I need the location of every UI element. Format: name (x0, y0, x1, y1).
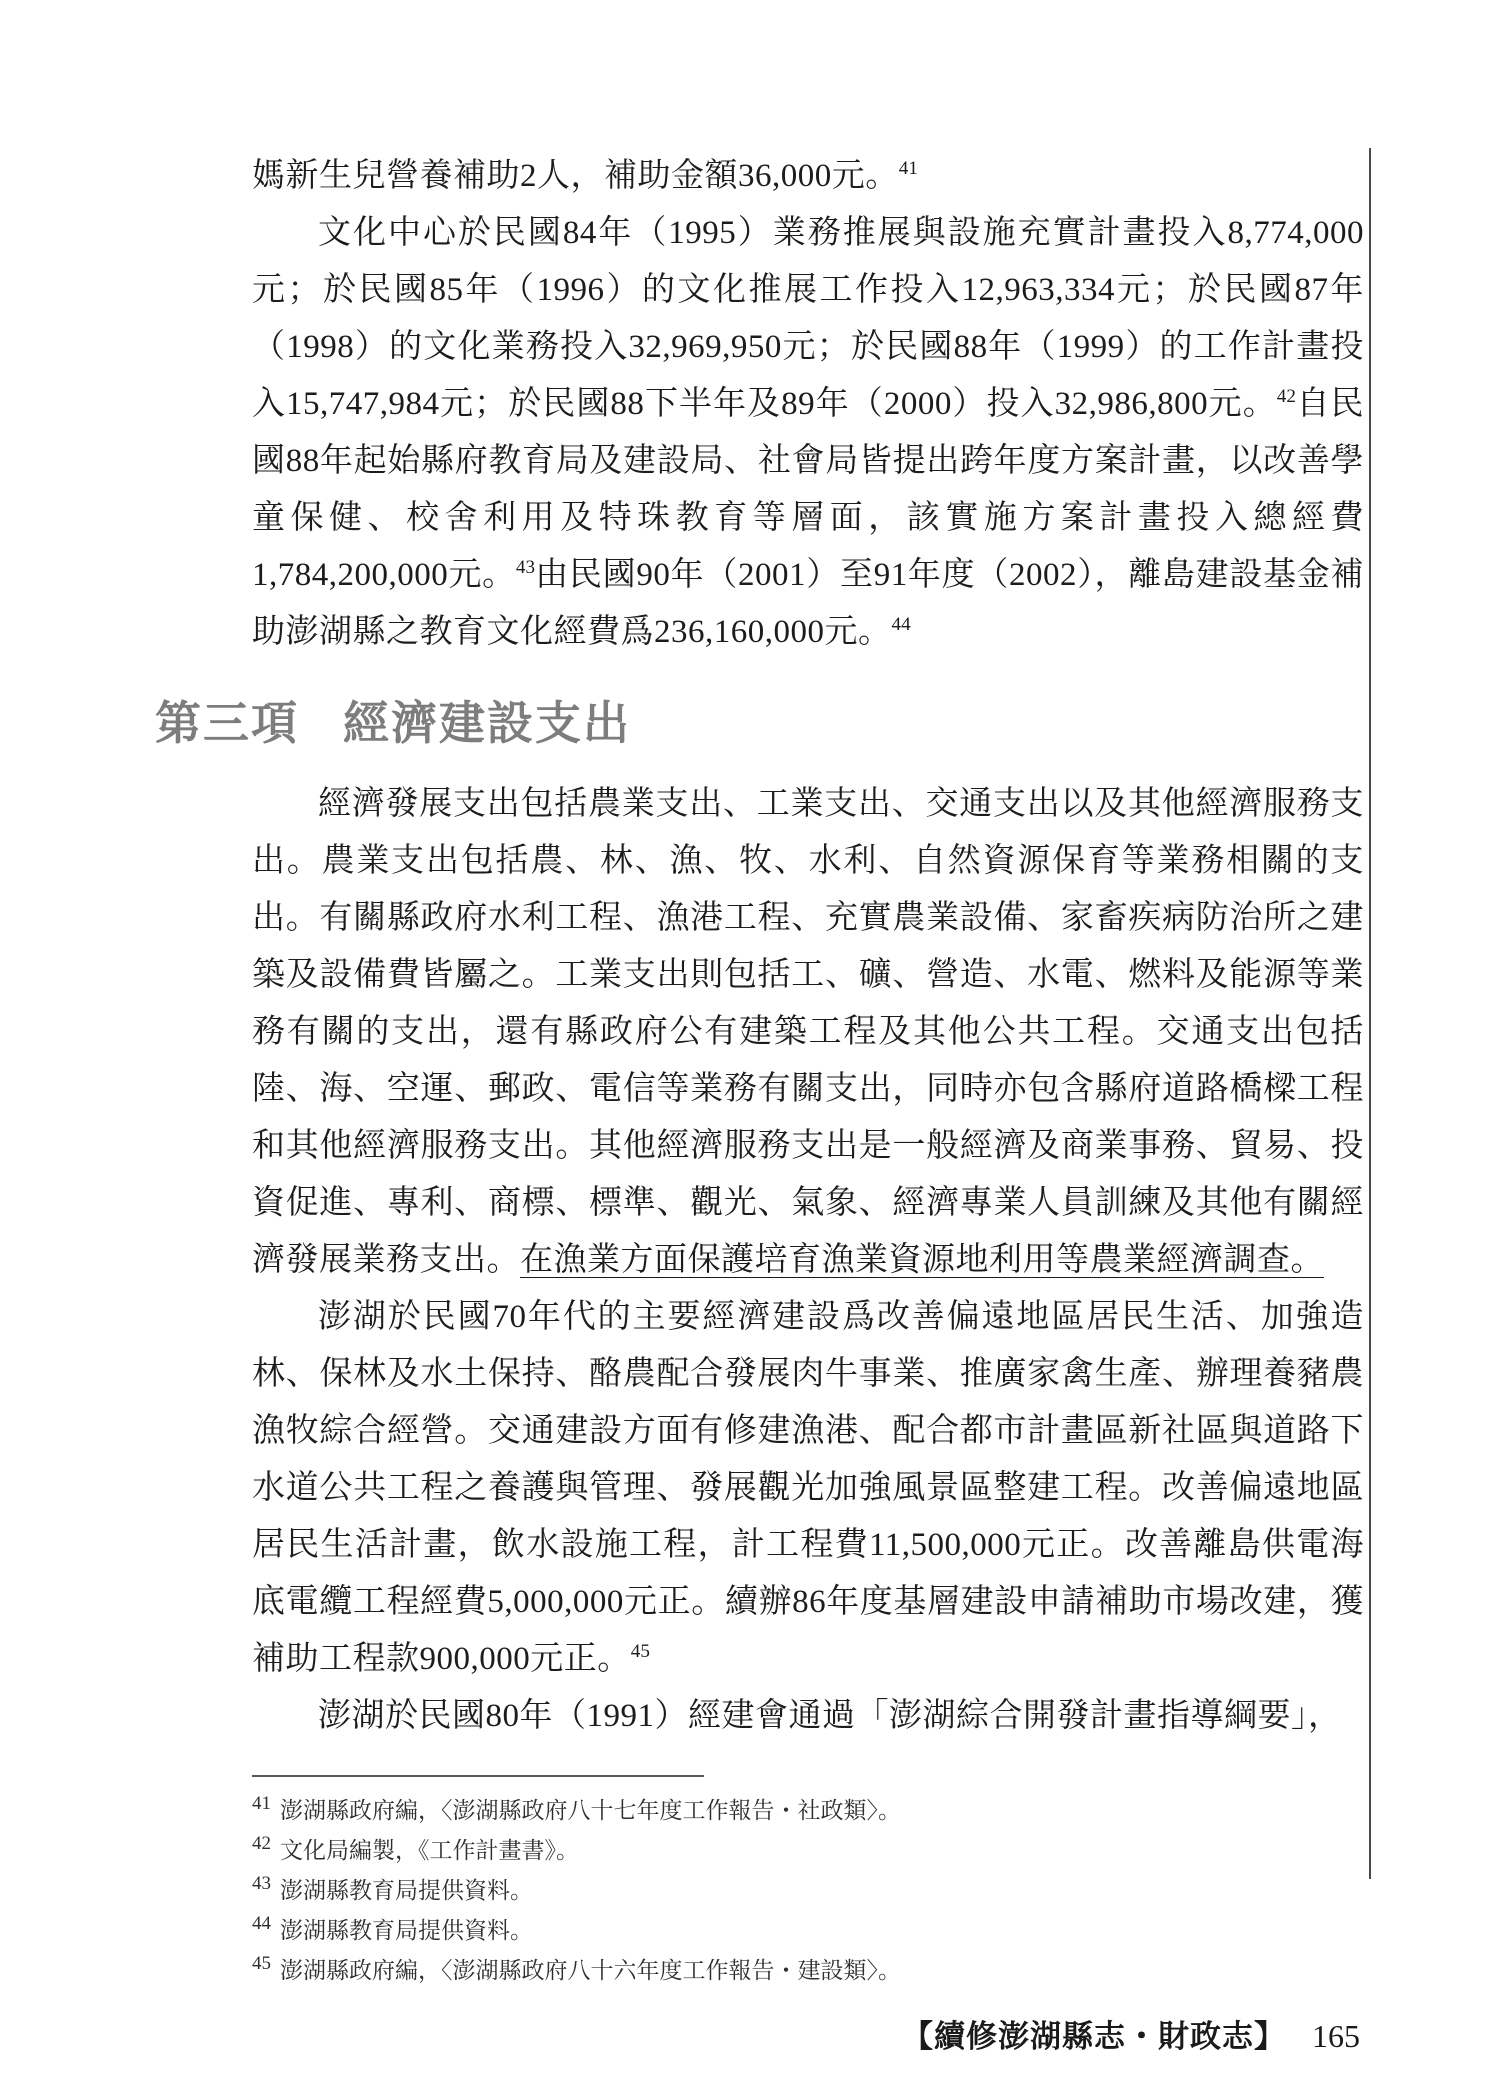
paragraph: 媽新生兒營養補助2人，補助金額36,000元。$^{41}$ (252, 158, 918, 194)
footnote (252, 1951, 1364, 1991)
footnote-number: 45 (252, 1953, 271, 1975)
footnote-number: 43 (252, 1873, 271, 1895)
section-title: 經濟建設支出 (343, 697, 631, 749)
footnote-ref: 41 (898, 158, 918, 179)
footnote-text: 澎湖縣政府編，〈澎湖縣政府八十六年度工作報告・建設類〉。 (280, 1957, 901, 1983)
paragraph: 文化中心於民國84年（1995）業務推展與設施充實計畫投入8,774,000元；於民國85年（1996）的文化推展工作投入12,963,334元；於民國87年（1998）的文化業務投入32,969,950元；於民國88年（1999）的工作計畫投入15,747,984元；於民國88下半年及89年（2000）投入32,986,800元。$^{42}$自民國88年起始縣府教育局及建設局、社會局皆提出跨年度方案計畫，以改善學童保健、校舍利用及特珠教育等層面，該實施方案計畫投入總經費1,784,200,000元。$^{43}$由民國90年（2001）至91年度（2002），離島建設基金補助澎湖縣之教育文化經費爲236,160,000元。$^{44}$ (252, 215, 1365, 650)
footnote (252, 1831, 1364, 1871)
footnote-ref: 45 (630, 1640, 650, 1662)
body-paragraphs (252, 776, 1364, 1745)
footnote (252, 1871, 1364, 1911)
footnote-ref: 43 (515, 557, 536, 578)
footnote (252, 1791, 1364, 1831)
footnote-list (252, 1791, 1364, 1991)
page-number: 165 (1312, 2018, 1360, 2054)
paragraph: 經濟發展支出包括農業支出、工業支出、交通支出以及其他經濟服務支出。農業支出包括農、林、漁、牧、水利、自然資源保育等業務相關的支出。有關縣政府水利工程、漁港工程、充實農業設備、家畜疾病防治所之建築及設備費皆屬之。工業支出則包括工、礦、營造、水電、燃料及能源等業務有關的支出，還有縣政府公有建築工程及其他公共工程。交通支出包括陸、海、空運、郵政、電信等業務有關支出，同時亦包含縣府道路橋樑工程和其他經濟服務支出。其他經濟服務支出是一般經濟及商業事務、貿易、投資促進、專利、商標、標準、觀光、氣象、經濟專業人員訓練及其他有關經濟發展業務支出。在漁業方面保護培育漁業資源地利用等農業經濟調查。 (252, 785, 1364, 1278)
underlined-text: 在漁業方面保護培育漁業資源地利用等農業經濟調查。 (520, 1241, 1324, 1278)
paragraph: 澎湖於民國70年代的主要經濟建設爲改善偏遠地區居民生活、加強造林、保林及水土保持、酪農配合發展肉牛事業、推廣家禽生產、辦理養豬農漁牧綜合經營。交通建設方面有修建漁港、配合都市計畫區新社區與道路下水道公共工程之養護與管理、發展觀光加強風景區整建工程。改善偏遠地區居民生活計畫，飲水設施工程，計工程費11,500,000元正。改善離島供電海底電纜工程經費5,000,000元正。續辦86年度基層建設申請補助市場改建，獲補助工程款900,000元正。$^{45}$ (252, 1298, 1364, 1677)
footnote-number: 41 (252, 1793, 271, 1815)
footnote-text: 文化局編製，《工作計畫書》。 (280, 1837, 579, 1863)
footnote-text: 澎湖縣政府編，〈澎湖縣政府八十七年度工作報告・社政類〉。 (280, 1797, 901, 1823)
section-heading (155, 697, 1364, 750)
footnote-text: 澎湖縣教育局提供資料。 (280, 1917, 533, 1943)
paragraph: 澎湖於民國80年（1991）經建會通過「澎湖綜合開發計畫指導綱要」， (318, 1697, 1342, 1734)
footnote-ref: 44 (891, 614, 911, 635)
text-column (155, 148, 1365, 1991)
footnote-number: 44 (252, 1913, 271, 1935)
intro-paragraphs (252, 148, 1364, 661)
footnote (252, 1911, 1364, 1951)
footnote-number: 42 (252, 1833, 271, 1855)
book-title: 【續修澎湖縣志・財政志】 (902, 2019, 1286, 2054)
footnote-ref: 42 (1276, 386, 1296, 407)
section-number: 第三項 (155, 697, 299, 749)
footnote-text: 澎湖縣教育局提供資料。 (280, 1877, 533, 1903)
right-margin-rule (1369, 148, 1371, 1879)
footnote-separator (252, 1775, 704, 1777)
footnote-block (252, 1775, 1364, 1991)
page-footer (902, 2011, 1360, 2056)
